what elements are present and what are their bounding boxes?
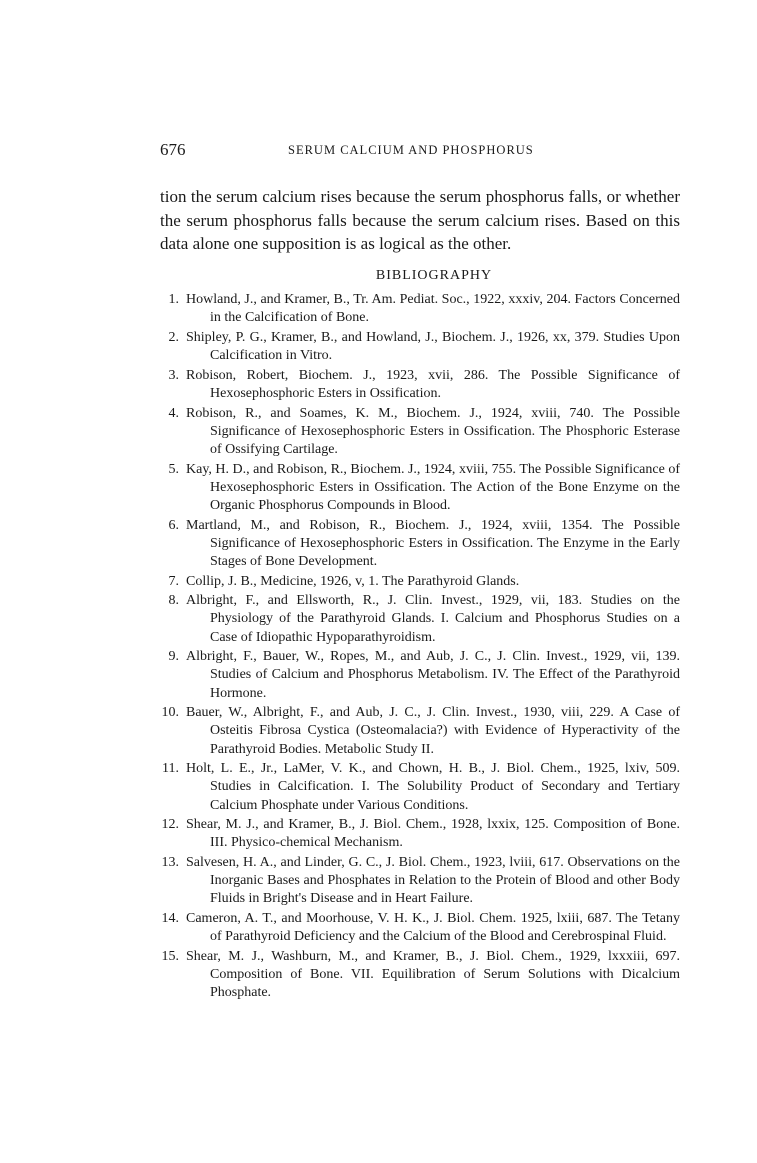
bibliography-entry-text: Shear, M. J., Washburn, M., and Kramer, B., J. Biol. Chem., 1929, lxxxiii, 697. Composition of Bone. VII. Equilibration of Serum Solutions with Dicalcium Phosphate. — [186, 948, 680, 1001]
bibliography-entry-text: Cameron, A. T., and Moorhouse, V. H. K., J. Biol. Chem. 1925, lxiii, 687. The Tetany of Parathyroid Deficiency and the Calcium of the Blood and Cerebrospinal Fluid. — [186, 910, 680, 945]
bibliography-entry-number: 6. — [168, 517, 179, 533]
bibliography-entry — [160, 517, 680, 572]
bibliography-entry — [160, 948, 680, 1003]
bibliography-entry-text: Albright, F., Bauer, W., Ropes, M., and Aub, J. C., J. Clin. Invest., 1929, vii, 139. Studies of Calcium and Phosphorus Metabolism. IV. The Effect of the Parathyroid Hormone. — [186, 649, 680, 701]
bibliography-entry — [160, 291, 680, 327]
bibliography-entry — [160, 816, 680, 852]
bibliography-entry-text: Holt, L. E., Jr., LaMer, V. K., and Chown, H. B., J. Biol. Chem., 1925, lxiv, 509. Studies in Calcification. I. The Solubility Product of Secondary and Tertiary Calcium Phosphate under Various Conditions. — [186, 761, 680, 813]
bibliography-heading: BIBLIOGRAPHY — [375, 268, 493, 284]
running-title: SERUM CALCIUM AND PHOSPHORUS — [288, 143, 534, 157]
bibliography-entry-number: 8. — [168, 593, 179, 609]
bibliography-entry-number: 4. — [168, 405, 179, 421]
bibliography-entry-number: 5. — [168, 461, 179, 477]
bibliography-entry-text: Bauer, W., Albright, F., and Aub, J. C., J. Clin. Invest., 1930, viii, 229. A Case of Osteitis Fibrosa Cystica (Osteomalacia?) with Evidence of Hyperactivity of the Parathyroid Bodies. Metabolic Study II. — [186, 705, 680, 757]
bibliography-entry-text: Howland, J., and Kramer, B., Tr. Am. Pediat. Soc., 1922, xxxiv, 204. Factors Concerned in the Calcification of Bone. — [186, 292, 680, 326]
bibliography-entry-number: 9. — [168, 649, 179, 665]
bibliography-entry-number: 11. — [162, 761, 179, 777]
bibliography-entry — [160, 760, 680, 815]
bibliography-entry — [160, 704, 680, 759]
bibliography-entry-text: Robison, R., and Soames, K. M., Biochem. J., 1924, xviii, 740. The Possible Significance of Hexosephosphoric Esters in Ossification. The Phosphoric Esterase of Ossifying Cartilage. — [186, 405, 680, 457]
bibliography-entry-number: 14. — [161, 910, 179, 926]
bibliography-entry-number: 2. — [168, 329, 179, 345]
bibliography-entry — [160, 329, 680, 365]
bibliography-entry-text: Albright, F., and Ellsworth, R., J. Clin. Invest., 1929, vii, 183. Studies on the Physiology of the Parathyroid Glands. I. Calcium and Phosphorus Studies on a Case of Idiopathic Hypoparathyroidism. — [186, 593, 680, 645]
body-paragraph: tion the serum calcium rises because the serum phosphorus falls, or whether the serum phosphorus falls because the serum calcium rises. Based on this data alone one supposition is as logical as the other. — [160, 187, 680, 254]
bibliography-entry-text: Salvesen, H. A., and Linder, G. C., J. Biol. Chem., 1923, lviii, 617. Observations on the Inorganic Bases and Phosphates in Relation to the Protein of Blood and other Body Fluids in Bright's Disease and in Heart Failure. — [186, 854, 680, 907]
bibliography-entry-number: 1. — [168, 292, 179, 308]
page-number: 676 — [160, 140, 186, 159]
bibliography-list — [160, 291, 680, 1002]
bibliography-entry-text: Shipley, P. G., Kramer, B., and Howland, J., Biochem. J., 1926, xx, 379. Studies Upon Calcification in Vitro. — [186, 329, 680, 364]
bibliography-entry — [160, 910, 680, 946]
bibliography-entry — [160, 367, 680, 403]
page-header — [160, 140, 680, 166]
bibliography-entry-text: Collip, J. B., Medicine, 1926, v, 1. The Parathyroid Glands. — [186, 573, 520, 589]
bibliography-entry-text: Kay, H. D., and Robison, R., Biochem. J., 1924, xviii, 755. The Possible Significance of Hexosephosphoric Esters in Ossification. The Action of the Bone Enzyme on the Organic Phosphorus Compounds in Blood. — [186, 461, 680, 513]
bibliography-entry — [160, 854, 680, 909]
bibliography-entry — [160, 592, 680, 647]
bibliography-entry-number: 12. — [161, 817, 179, 833]
bibliography-entry-number: 10. — [161, 705, 179, 721]
bibliography-entry — [160, 405, 680, 460]
bibliography-entry — [160, 648, 680, 703]
bibliography-entry-text: Robison, Robert, Biochem. J., 1923, xvii, 286. The Possible Significance of Hexosephosphoric Esters in Ossification. — [186, 367, 680, 401]
bibliography-entry-text: Shear, M. J., and Kramer, B., J. Biol. Chem., 1928, lxxix, 125. Composition of Bone. III. Physico-chemical Mechanism. — [186, 817, 680, 851]
bibliography-entry — [160, 573, 680, 591]
bibliography-entry-number: 13. — [161, 854, 179, 870]
bibliography-entry-number: 15. — [161, 948, 179, 964]
bibliography-entry-number: 7. — [168, 573, 179, 589]
bibliography-entry — [160, 461, 680, 516]
bibliography-entry-number: 3. — [168, 367, 179, 383]
page — [160, 140, 680, 1004]
bibliography-entry-text: Martland, M., and Robison, R., Biochem. J., 1924, xviii, 1354. The Possible Significance of Hexosephosphoric Esters in Ossification. The Enzyme in the Early Stages of Bone Development. — [186, 517, 680, 569]
